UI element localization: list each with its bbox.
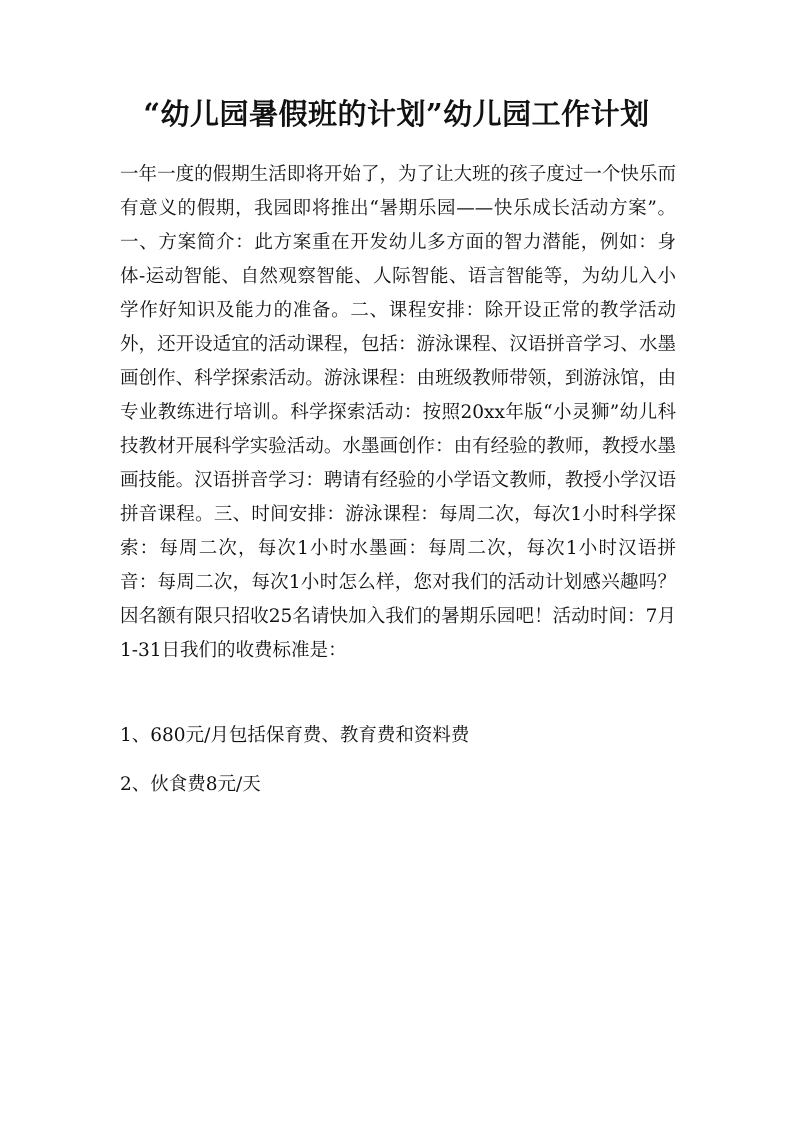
- fee-item-meals: 2、伙食费8元/天: [120, 774, 261, 795]
- document-title: “幼儿园暑假班的计划”幼儿园工作计划: [143, 97, 650, 131]
- body-paragraph: 一年一度的假期生活即将开始了，为了让大班的孩子度过一个快乐而有意义的假期，我园即将推出“暑期乐园——快乐成长活动方案”。一、方案简介：此方案重在开发幼儿多方面的智力潜能，例如：身体-运动智能、自然观察智能、人际智能、语言智能等，为幼儿入小学作好知识及能力的准备。二、课程安排：除开设正常的教学活动外，还开设适宜的活动课程，包括：游泳课程、汉语拼音学习、水墨画创作、科学探索活动。游泳课程：由班级教师带领，到游泳馆，由专业教练进行培训。科学探索活动：按照20xx年版“小灵狮”幼儿科技教材开展科学实验活动。水墨画创作：由有经验的教师，教授水墨画技能。汉语拼音学习：聘请有经验的小学语文教师，教授小学汉语拼音课程。三、时间安排：游泳课程：每周二次，每次1小时科学探索：每周二次，每次1小时水墨画：每周二次，每次1小时汉语拼音：每周二次，每次1小时怎么样，您对我们的活动计划感兴趣吗？因名额有限只招收25名请快加入我们的暑期乐园吧！活动时间：7月1-31日我们的收费标准是：: [120, 164, 676, 661]
- fee-item-monthly: 1、680元/月包括保育费、教育费和资料费: [120, 725, 470, 746]
